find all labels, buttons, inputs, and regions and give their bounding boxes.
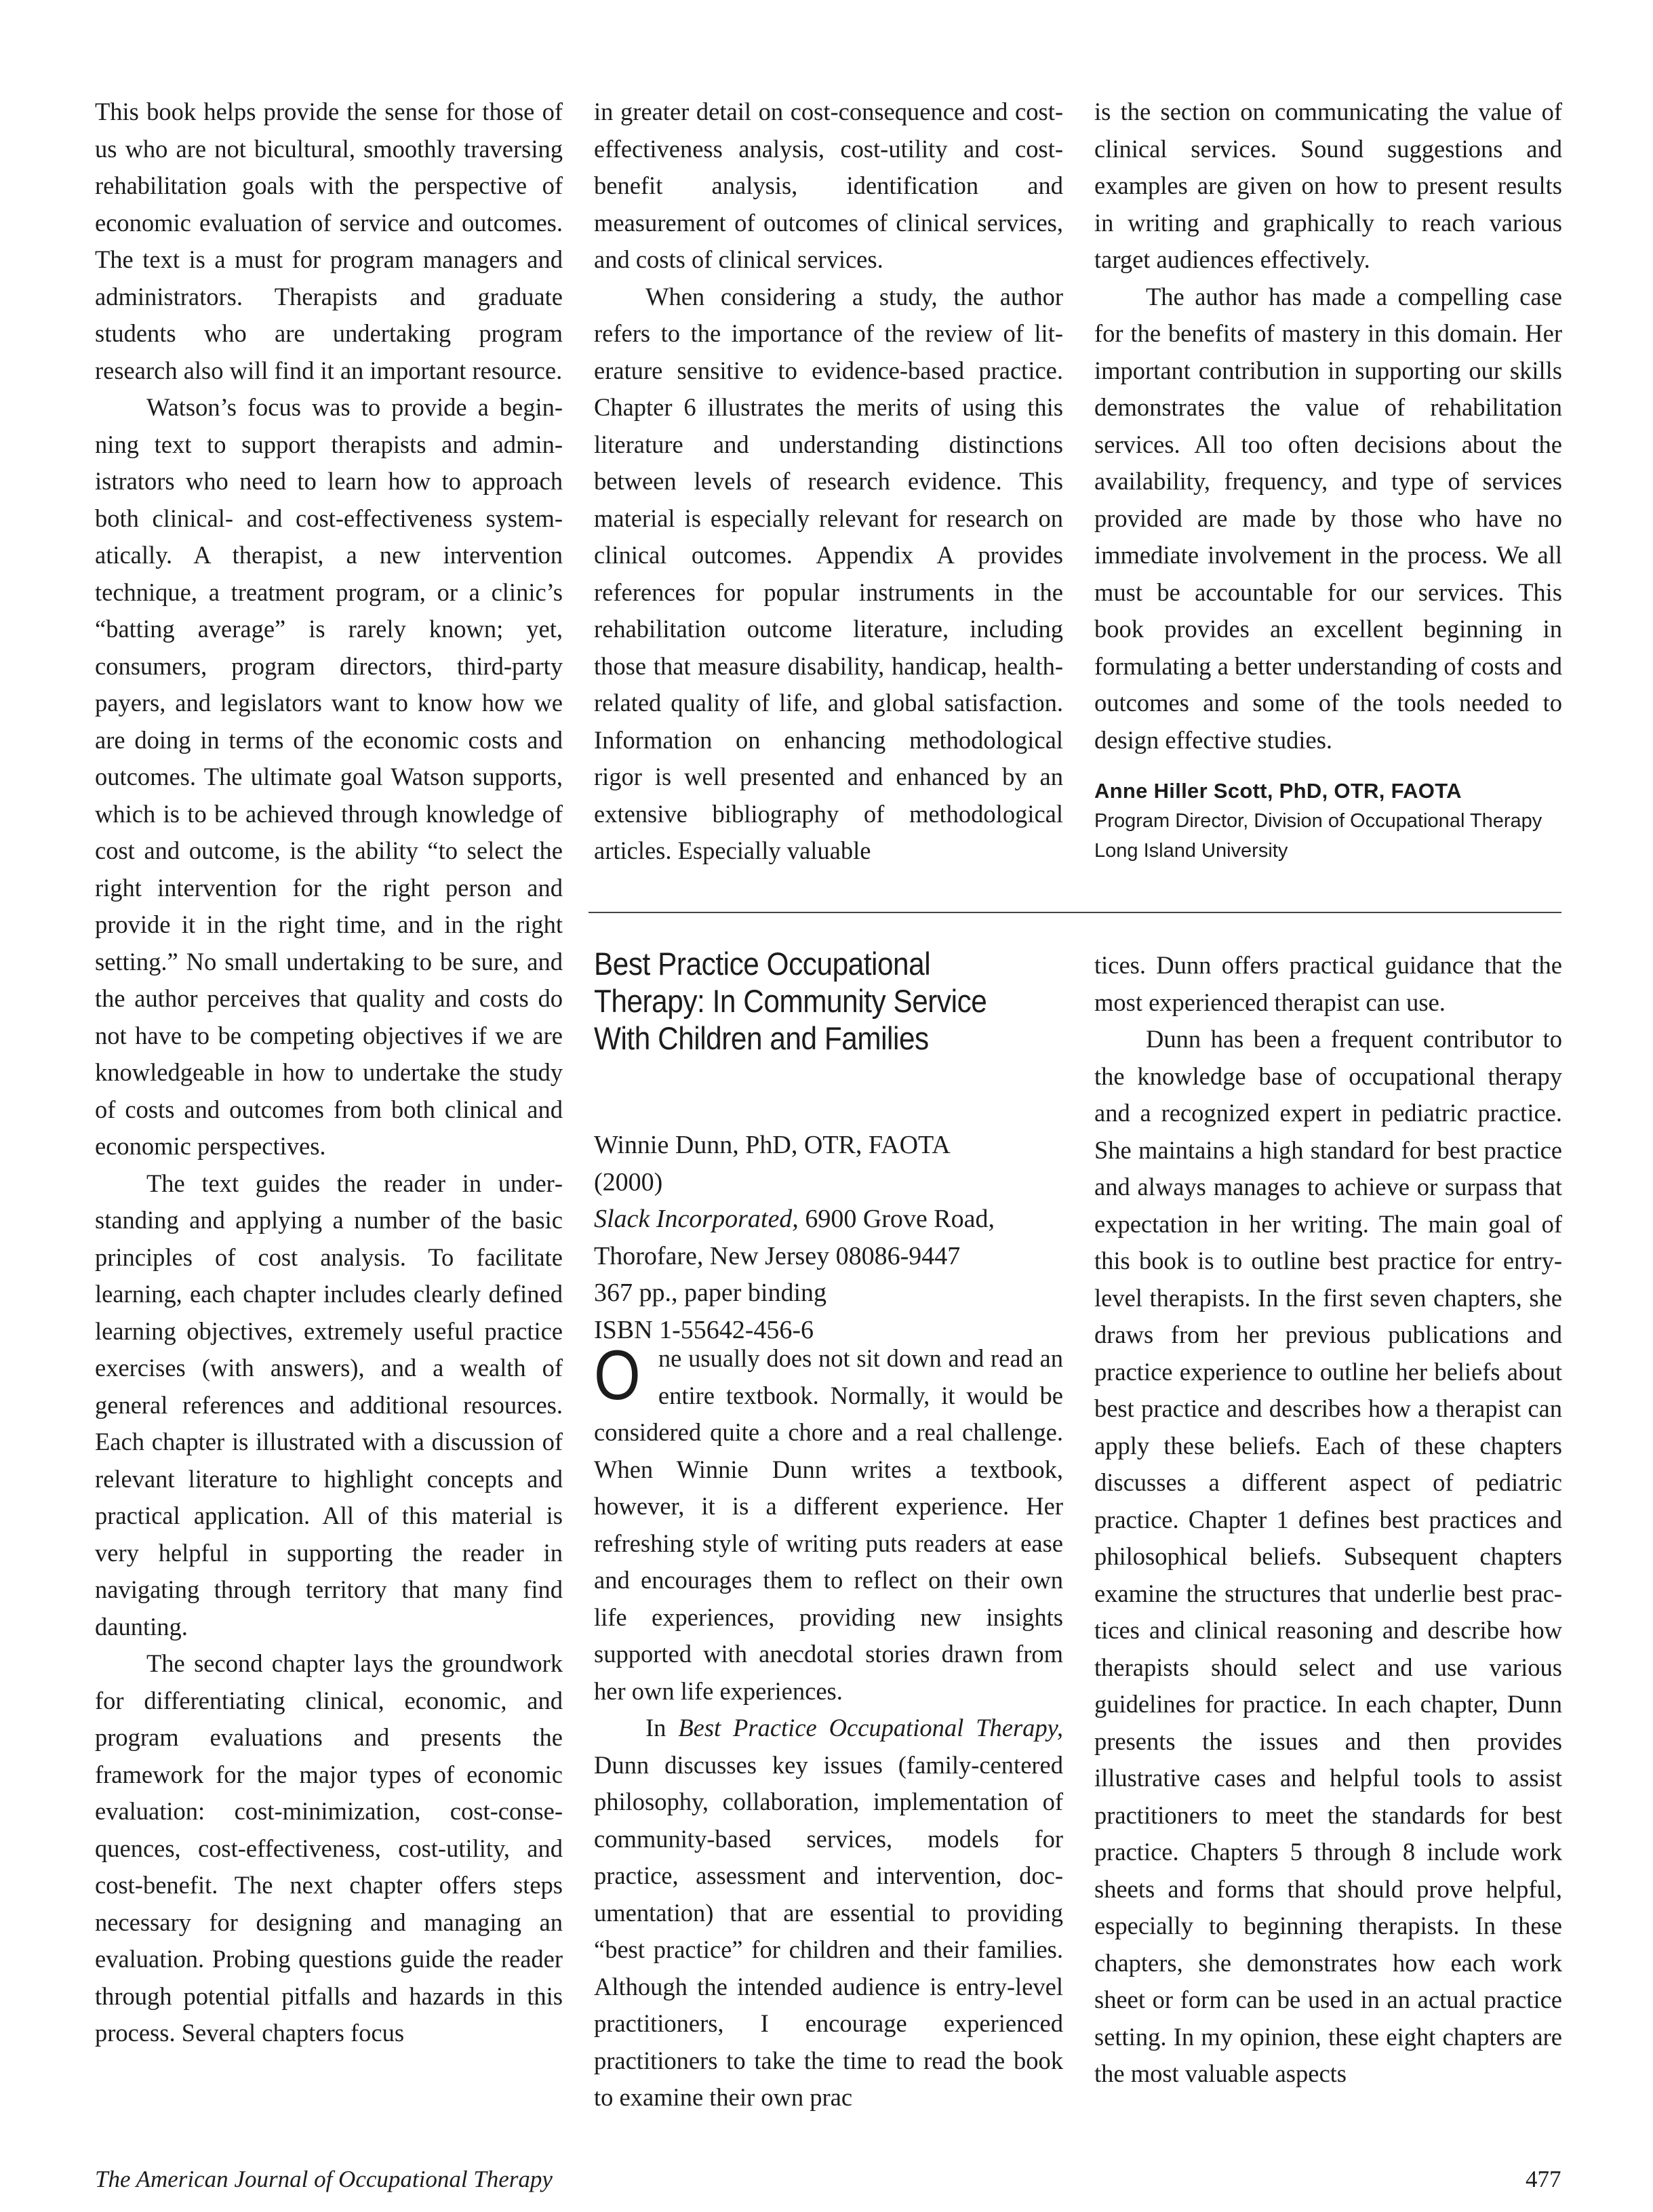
reviewer-signature: [1094, 776, 1582, 866]
second-review-middle-column: [594, 1336, 1063, 2116]
first-review-middle-column: [594, 94, 1063, 870]
book-title-italic: Best Practice Occupational Therapy,: [678, 1714, 1063, 1742]
book-metadata: [594, 1127, 1069, 1348]
paragraph: in greater detail on cost-consequence and cost-effectiveness analysis, cost-utility and cost-benefit analysis, identification and measurement of outcomes of clinical services, and costs of clinical services.: [594, 98, 1063, 273]
drop-cap: O: [594, 1336, 641, 1415]
paragraph: [594, 1710, 1063, 2116]
book-address-street: 6900 Grove Road,: [805, 1205, 995, 1233]
paragraph: The second chapter lays the groundwork for differentiating clinical, economic, and program evaluations and presents the framework for the major types of economic evaluation: cost-minimization, cost-consequences, cost-effectiveness, cost-utility, and cost-benefit. The next chapter offers steps necessary for designing and managing an evaluation. Probing questions guide the reader through potential pitfalls and hazards in this process. Several chapters focus: [95, 1649, 563, 2047]
reviewer-title: Program Director, Division of Occupational Therapy: [1094, 810, 1542, 832]
paragraph: [594, 1336, 1063, 1710]
paragraph: Watson’s focus was to provide a beginning text to support therapists and administrators who need to learn how to approach both clinical- and cost-effectiveness systematically. A therapist, a new intervention technique, a treatment program, or a clinic’s “batting average” is rarely known; yet, consumers, program directors, third-party payers, and legislators want to know how we are doing in terms of the economic costs and outcomes. The ultimate goal Watson supports, which is to be achieved through knowledge of cost and outcome, is the ability “to select the right intervention for the right person and provide it in the right time, and in the right setting.” No small undertaking to be sure, and the author perceives that quality and costs do not have to be competing objectives if we are knowledgeable in how to undertake the study of costs and outcomes from both clinical and economic perspectives.: [95, 393, 563, 1160]
footer-journal-name: The American Journal of Occupational Therapy: [95, 2166, 553, 2192]
paragraph: tices. Dunn offers practical guidance that the most experienced therapist can use.: [1094, 951, 1562, 1016]
book-address-city: Thorofare, New Jersey 08086-9447: [594, 1241, 961, 1270]
section-divider: [589, 912, 1561, 913]
book-isbn: ISBN 1-55642-456-6: [594, 1315, 814, 1344]
paragraph: This book helps provide the sense for those of us who are not bicultural, smoothly traversing rehabilitation goals with the perspective of economic evaluation of service and outcomes. The text is a must for program managers and administrators. Therapists and graduate students who are undertaking program research also will find it an important resource.: [95, 98, 563, 384]
reviewer-name: Anne Hiller Scott, PhD, OTR, FAOTA: [1094, 779, 1462, 803]
book-publisher: Slack Incorporated,: [594, 1205, 799, 1233]
book-publisher-line: [594, 1201, 1069, 1238]
review-title: Best Practice Occupational Therapy: In Community Service With Children and Families: [594, 946, 987, 1056]
book-year: (2000): [594, 1167, 663, 1197]
paragraph: The author has made a compelling case for the benefits of mastery in this domain. Her important contribution in supporting our skills demonstrates the value of rehabilitation services. All too often decisions about the availability, frequency, and type of services provided are made by those who have no immediate involvement in the process. We all must be accountable for our services. This book provides an excellent beginning in formulating a better understanding of costs and outcomes and some of the tools needed to design effective studies.: [1094, 282, 1562, 754]
second-review-right-column: [1094, 947, 1562, 2093]
paragraph-text: ne usually does not sit down and read an entire textbook. Normally, it would be considered quite a chore and a real challenge. When Winnie Dunn writes a textbook, however, it is a different experience. Her refreshing style of writing puts readers at ease and encourages them to reflect on their own life experiences, providing new insights supported with anecdotal stories drawn from her own life experiences.: [594, 1344, 1063, 1705]
paragraph-text: Dunn discusses key issues (family-centered philosophy, collaboration, implementation of community-based services, models for practice, assessment and intervention, documentation) that are essential to providing “best practice” for children and their families. Although the intended audience is entry-level practitioners, I encourage experienced practitioners to take the time to read the book to examine their own prac: [594, 1750, 1063, 2111]
paragraph: Dunn has been a frequent contributor to the knowledge base of occupational therapy and a recognized expert in pediatric practice. She maintains a high standard for best practice and always manages to achieve or surpass that expectation in her writing. The main goal of this book is to outline best practice for entry-level therapists. In the first seven chapters, she draws from her previous publications and practice experience to outline her beliefs about best practice and describes how a therapist can apply these beliefs. Each of these chapters discusses a different aspect of pediatric practice. Chapter 1 defines best practices and philosophical beliefs. Subsequent chapters examine the structures that underlie best practices and clinical reasoning and describe how therapists should select and use various guidelines for practice. In each chapter, Dunn presents the issues and then provides illustrative cases and helpful tools to assist practitioners to meet the standards for best practice. Chapters 5 through 8 include work sheets and forms that should prove helpful, especially to beginning therapists. In these chapters, she demonstrates how each work sheet or form can be used in an actual practice setting. In my opinion, these eight chapters are the most valuable aspects: [1094, 1025, 1562, 2087]
footer-page-number: 477: [1526, 2166, 1561, 2192]
first-review-left-column: [95, 94, 563, 2052]
paragraph: When considering a study, the author refers to the importance of the review of literature sensitive to evidence-based practice. Chapter 6 illustrates the merits of using this literature and understanding distinctions between levels of research evidence. This material is especially relevant for research on clinical outcomes. Appendix A provides references for popular instruments in the rehabilitation outcome literature, including those that measure disability, handicap, health-related quality of life, and global satisfaction. Information on enhancing methodological rigor is well presented and enhanced by an extensive bibliography of methodological articles. Especially valuable: [594, 282, 1063, 864]
book-pages: 367 pp., paper binding: [594, 1279, 827, 1307]
reviewer-affiliation: Long Island University: [1094, 840, 1288, 862]
paragraph: The text guides the reader in understanding and applying a number of the basic principles of cost analysis. To facilitate learning, each chapter includes clearly defined learning objectives, extremely useful practice exercises (with answers), and a wealth of general references and additional resources. Each chapter is illustrated with a discussion of relevant literature to highlight concepts and practical application. All of this material is very helpful in supporting the reader in navigating through territory that many find daunting.: [95, 1169, 563, 1641]
paragraph: is the section on communicating the value of clinical services. Sound suggestions and examples are given on how to present results in writing and graphically to reach various target audiences effectively.: [1094, 98, 1562, 273]
paragraph-lead: In: [645, 1714, 666, 1742]
first-review-right-column: [1094, 94, 1562, 759]
book-author: Winnie Dunn, PhD, OTR, FAOTA: [594, 1131, 951, 1159]
